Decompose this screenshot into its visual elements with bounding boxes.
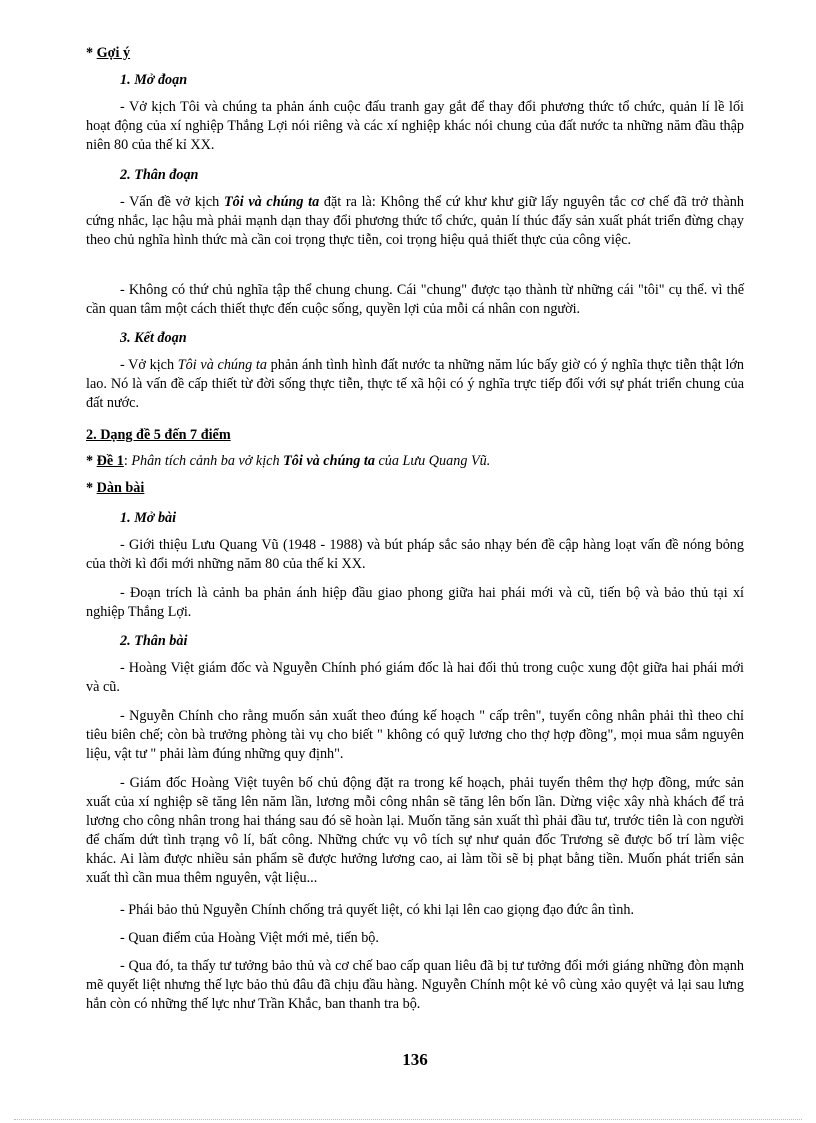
mo-bai-paragraph-2: - Đoạn trích là cảnh ba phản ánh hiệp đầu giao phong giữa hai phái mới và cũ, tiến bộ và bảo thủ tại xí nghiệp Thắng Lợi.	[86, 585, 744, 620]
ket-doan-heading: 3. Kết đoạn	[120, 330, 187, 346]
dan-bai-heading: * Dàn bài	[86, 480, 145, 496]
than-bai-paragraph-3: - Giám đốc Hoàng Việt tuyên bố chủ động đặt ra trong kế hoạch, phải tuyển thêm thợ hợp đồng, mức sản xuất của xí nghiệp sẽ tăng lên năm lần, lương mỗi công nhân sẽ tăng lên bốn lần. Dừng việc xây nhà khách để trả lương cho công nhân trong hai tháng sau đó sẽ hoàn lại. Muốn tăng sản xuất thì phải đầu tư, trước tiên là con người để chấm dứt tình trạng vô lí, bất công. Những chức vụ vô tích sự như quản đốc Trương sẽ được bố trí làm việc khác. Ai làm được nhiều sản phẩm sẽ được hưởng lương cao, ai làm tồi sẽ bị phạt bằng tiền. Muốn phát triển sản xuất thì cần mua thêm nguyên, vật liệu...	[86, 775, 744, 886]
than-doan-heading: 2. Thân đoạn	[120, 167, 199, 183]
ket-doan-paragraph: - Vở kịch Tôi và chúng ta phản ánh tình hình đất nước ta những năm lúc bấy giờ có ý nghĩa thực tiễn thật lớn lao. Nó là vấn đề cấp thiết từ đời sống thực tiễn, thực tế xã hội có ý nghĩa trực tiếp đối với sự phát triển chung của đất nước.	[86, 357, 744, 411]
page-bottom-divider	[14, 1119, 802, 1120]
than-bai-heading: 2. Thân bài	[120, 633, 188, 649]
page-number: 136	[402, 1050, 428, 1069]
section-2-title: 2. Dạng đề 5 đến 7 điểm	[86, 427, 231, 443]
mo-bai-heading: 1. Mở bài	[120, 510, 177, 526]
mo-doan-paragraph: - Vở kịch Tôi và chúng ta phản ánh cuộc đấu tranh gay gắt để thay đổi phương thức tổ chức, quản lí lề lối hoạt động của xí nghiệp Thắng Lợi nói riêng và các xí nghiệp khác nói chung của đất nước ta những năm đầu thập niên 80 của thế kỉ XX.	[86, 99, 744, 153]
than-bai-paragraph-6: - Qua đó, ta thấy tư tưởng bảo thủ và cơ chế bao cấp quan liêu đã bị tư tưởng đổi mới giáng những đòn mạnh mẽ quyết liệt nhưng thế lực bảo thủ đâu đã chịu đầu hàng. Nguyễn Chính một kẻ vô cùng xảo quyệt vả lại sau lưng hắn còn có những thế lực như Trần Khắc, ban thanh tra bộ.	[86, 958, 744, 1012]
mo-doan-heading: 1. Mở đoạn	[120, 72, 188, 88]
than-doan-paragraph-2: - Không có thứ chủ nghĩa tập thể chung chung. Cái "chung" được tạo thành từ những cái "tôi" cụ thể. vì thế cần quan tâm một cách thiết thực đến cuộc sống, quyền lợi của mỗi cá nhân con người.	[86, 282, 744, 317]
de-1-line: * Đề 1: Phân tích cảnh ba vở kịch Tôi và chúng ta của Lưu Quang Vũ.	[86, 453, 491, 469]
than-bai-paragraph-2: - Nguyễn Chính cho rằng muốn sản xuất theo đúng kế hoạch " cấp trên", tuyển công nhân phải thì theo chỉ tiêu biên chế; còn bà trưởng phòng tài vụ cho biết " không có quỹ lương cho thợ hợp đồng", mọi mua sắm nguyên liệu, vật tư " phải làm đúng những quy định".	[86, 708, 744, 762]
goi-y-heading: * Gợi ý	[86, 45, 131, 61]
than-bai-paragraph-5: - Quan điểm của Hoàng Việt mới mẻ, tiến bộ.	[120, 930, 379, 946]
than-bai-paragraph-1: - Hoàng Việt giám đốc và Nguyễn Chính phó giám đốc là hai đối thủ trong cuộc xung đột giữa hai phái mới và cũ.	[86, 660, 744, 695]
mo-bai-paragraph-1: - Giới thiệu Lưu Quang Vũ (1948 - 1988) và bút pháp sắc sảo nhạy bén đề cập hàng loạt vấn đề nóng bỏng của thời kì đổi mới những năm 80 của thế kỉ XX.	[86, 537, 744, 572]
than-doan-paragraph-1: - Vấn đề vở kịch Tôi và chúng ta đặt ra là: Không thể cứ khư khư giữ lấy nguyên tắc cơ chế đã trở thành cứng nhắc, lạc hậu mà phải mạnh dạn thay đổi phương thức tổ chức, quản lí thúc đẩy sản xuất phát triển đừng chạy theo chủ nghĩa hình thức mà cần coi trọng thực tiễn, coi trọng hiệu quả thiết thực của công việc.	[86, 194, 744, 248]
than-bai-paragraph-4: - Phái bảo thủ Nguyễn Chính chống trả quyết liệt, có khi lại lên cao giọng đạo đức ân tình.	[120, 902, 634, 918]
